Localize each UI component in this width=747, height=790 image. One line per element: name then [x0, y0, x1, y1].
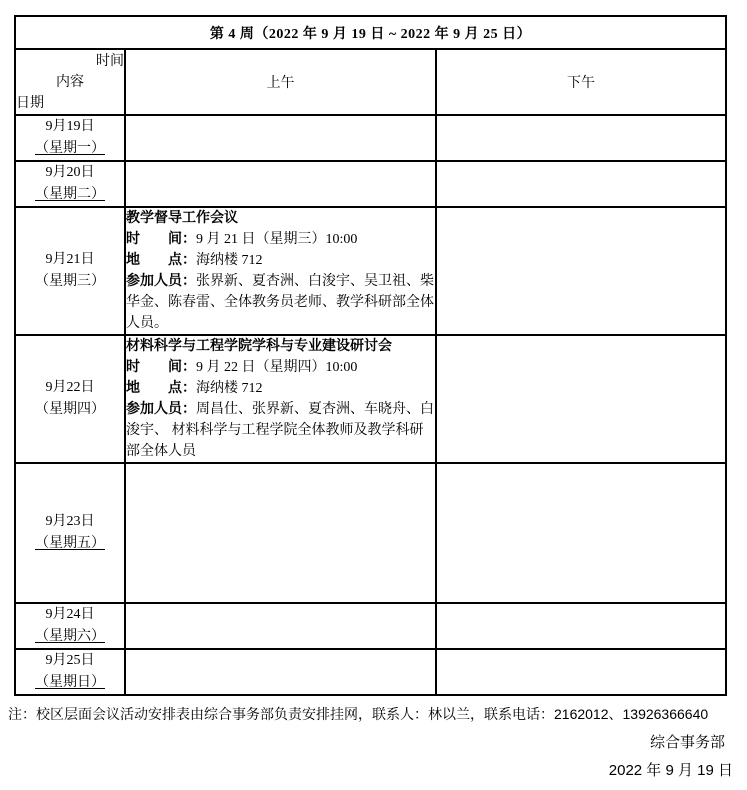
table-row-sep19	[15, 115, 726, 161]
date-label: 9月22日	[45, 380, 95, 395]
schedule-page	[0, 15, 747, 790]
afternoon-cell-sep25	[436, 649, 726, 695]
morning-cell-sep24	[125, 603, 436, 649]
table-row-sep22	[15, 335, 726, 463]
header-row	[15, 49, 726, 115]
morning-cell-sep20	[125, 161, 436, 207]
afternoon-cell-sep24	[436, 603, 726, 649]
table-row-sep23	[15, 463, 726, 603]
time-label: 时 间：	[126, 360, 196, 375]
meeting-place-line	[126, 250, 435, 271]
meeting-participants-line	[126, 271, 435, 334]
date-cell-sep20	[15, 161, 125, 207]
afternoon-cell-sep22	[436, 335, 726, 463]
weekday-label: （星期一）	[35, 141, 105, 156]
place-value: 海纳楼 712	[196, 253, 263, 268]
date-cell-sep21	[15, 207, 125, 335]
weekday-label: （星期二）	[35, 187, 105, 202]
table-row-sep20	[15, 161, 726, 207]
meeting-time-line	[126, 229, 435, 250]
weekday-label: （星期五）	[35, 536, 105, 551]
weekday-label: （星期六）	[35, 629, 105, 644]
corner-label-date: 日期	[16, 95, 44, 111]
morning-cell-sep19	[125, 115, 436, 161]
date-cell-sep25	[15, 649, 125, 695]
morning-cell-sep23	[125, 463, 436, 603]
meeting-time-line	[126, 357, 435, 378]
participants-value: 张界新、夏杏洲、白浚宇、吴卫祖、柴华金、陈春雷、全体教务员老师、教学科研部全体人员。	[126, 274, 434, 331]
date-cell-sep22	[15, 335, 125, 463]
corner-header-cell	[15, 49, 125, 115]
signature-department: 综合事务部	[649, 734, 725, 751]
morning-cell-sep22	[125, 335, 436, 463]
meeting-title: 教学督导工作会议	[126, 211, 238, 226]
morning-cell-sep21	[125, 207, 436, 335]
time-label: 时 间：	[126, 232, 196, 247]
date-label: 9月23日	[45, 514, 95, 529]
afternoon-cell-sep19	[436, 115, 726, 161]
participants-value: 周昌仕、张界新、夏杏洲、车晓舟、白浚宇、 材料科学与工程学院全体教师及教学科研部全体人员	[126, 402, 434, 459]
corner-label-time: 时间	[96, 53, 124, 69]
participants-label: 参加人员：	[126, 274, 196, 289]
title-row	[15, 16, 726, 49]
signature-date: 2022 年 9 月 19 日	[608, 762, 733, 779]
morning-cell-sep25	[125, 649, 436, 695]
date-cell-sep23	[15, 463, 125, 603]
date-label: 9月24日	[45, 607, 95, 622]
afternoon-cell-sep23	[436, 463, 726, 603]
afternoon-cell-sep20	[436, 161, 726, 207]
date-label: 9月21日	[45, 252, 95, 267]
time-value: 9 月 21 日（星期三）10:00	[196, 232, 358, 247]
weekday-label: （星期日）	[35, 675, 105, 690]
place-label: 地 点：	[126, 381, 196, 396]
time-value: 9 月 22 日（星期四）10:00	[196, 360, 358, 375]
place-label: 地 点：	[126, 253, 196, 268]
participants-label: 参加人员：	[126, 402, 196, 417]
date-label: 9月19日	[45, 119, 95, 134]
column-header-morning: 上午	[125, 49, 436, 115]
place-value: 海纳楼 712	[196, 381, 263, 396]
signature-block	[0, 733, 747, 781]
footer-note: 注：校区层面会议活动安排表由综合事务部负责安排挂网，联系人：林以兰，联系电话：2162012、13926366640	[8, 706, 709, 722]
table-row-sep25	[15, 649, 726, 695]
column-header-afternoon: 下午	[436, 49, 726, 115]
corner-label-content: 内容	[56, 74, 84, 90]
date-label: 9月25日	[45, 653, 95, 668]
meeting-participants-line	[126, 399, 435, 462]
date-cell-sep24	[15, 603, 125, 649]
table-row-sep24	[15, 603, 726, 649]
table-row-sep21	[15, 207, 726, 335]
meeting-title: 材料科学与工程学院学科与专业建设研讨会	[126, 339, 392, 354]
meeting-place-line	[126, 378, 435, 399]
date-cell-sep19	[15, 115, 125, 161]
weekday-label: （星期三）	[35, 274, 105, 289]
weekday-label: （星期四）	[35, 402, 105, 417]
afternoon-cell-sep21	[436, 207, 726, 335]
date-label: 9月20日	[45, 165, 95, 180]
week-title: 第 4 周（2022 年 9 月 19 日 ~ 2022 年 9 月 25 日）	[15, 16, 726, 49]
weekly-schedule-table	[14, 15, 727, 696]
